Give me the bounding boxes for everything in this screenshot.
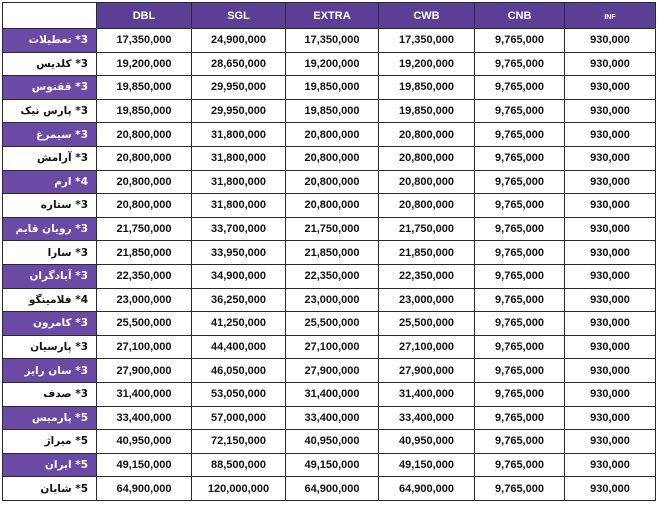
hotel-name-cell: 3* ستاره xyxy=(3,194,97,218)
price-cell-dbl: 31,400,000 xyxy=(97,382,192,406)
price-cell-sgl: 57,000,000 xyxy=(192,406,286,430)
price-cell-dbl: 33,400,000 xyxy=(97,406,192,430)
price-cell-extra: 19,200,000 xyxy=(286,52,379,76)
price-cell-cwb: 17,350,000 xyxy=(379,29,475,53)
price-cell-cnb: 9,765,000 xyxy=(475,217,565,241)
price-cell-extra: 64,900,000 xyxy=(286,477,379,501)
price-cell-inf: 930,000 xyxy=(565,123,656,147)
price-cell-dbl: 21,750,000 xyxy=(97,217,192,241)
hotel-name-cell: 3* کلدیس xyxy=(3,52,97,76)
table-row xyxy=(3,335,656,359)
price-cell-dbl: 49,150,000 xyxy=(97,453,192,477)
price-cell-cwb: 64,900,000 xyxy=(379,477,475,501)
table-row xyxy=(3,382,656,406)
table-row xyxy=(3,194,656,218)
price-cell-cwb: 20,800,000 xyxy=(379,123,475,147)
price-cell-dbl: 40,950,000 xyxy=(97,430,192,454)
price-cell-dbl: 20,800,000 xyxy=(97,123,192,147)
price-cell-extra: 19,850,000 xyxy=(286,99,379,123)
table-row xyxy=(3,76,656,100)
price-cell-cwb: 20,800,000 xyxy=(379,146,475,170)
price-cell-cwb: 23,000,000 xyxy=(379,288,475,312)
price-cell-cnb: 9,765,000 xyxy=(475,359,565,383)
price-cell-cwb: 21,850,000 xyxy=(379,241,475,265)
header-dbl: DBL xyxy=(97,3,192,29)
price-cell-sgl: 88,500,000 xyxy=(192,453,286,477)
hotel-name-cell: 5* پارمیس xyxy=(3,406,97,430)
price-cell-inf: 930,000 xyxy=(565,52,656,76)
price-cell-cnb: 9,765,000 xyxy=(475,29,565,53)
hotel-name-cell: 3* ققنوس xyxy=(3,76,97,100)
price-cell-inf: 930,000 xyxy=(565,76,656,100)
price-cell-cwb: 20,800,000 xyxy=(379,170,475,194)
hotel-name-cell: 3* پارس نیک xyxy=(3,99,97,123)
hotel-name-cell: 4* فلامینگو xyxy=(3,288,97,312)
price-cell-dbl: 19,850,000 xyxy=(97,99,192,123)
price-cell-extra: 20,800,000 xyxy=(286,146,379,170)
price-cell-sgl: 33,950,000 xyxy=(192,241,286,265)
price-cell-sgl: 29,950,000 xyxy=(192,76,286,100)
header-extra: EXTRA xyxy=(286,3,379,29)
price-cell-cwb: 19,850,000 xyxy=(379,76,475,100)
price-cell-dbl: 64,900,000 xyxy=(97,477,192,501)
price-cell-cnb: 9,765,000 xyxy=(475,76,565,100)
price-cell-extra: 21,750,000 xyxy=(286,217,379,241)
price-cell-cnb: 9,765,000 xyxy=(475,288,565,312)
price-table-wrapper xyxy=(2,2,656,501)
price-cell-inf: 930,000 xyxy=(565,217,656,241)
price-cell-cnb: 9,765,000 xyxy=(475,382,565,406)
header-inf: INF xyxy=(565,3,656,29)
price-cell-sgl: 46,050,000 xyxy=(192,359,286,383)
table-row xyxy=(3,359,656,383)
price-cell-inf: 930,000 xyxy=(565,29,656,53)
price-cell-extra: 20,800,000 xyxy=(286,170,379,194)
price-cell-inf: 930,000 xyxy=(565,194,656,218)
price-cell-dbl: 27,900,000 xyxy=(97,359,192,383)
table-row xyxy=(3,288,656,312)
hotel-name-cell: 3* سیمرغ xyxy=(3,123,97,147)
table-row xyxy=(3,52,656,76)
price-cell-dbl: 20,800,000 xyxy=(97,170,192,194)
price-cell-extra: 17,350,000 xyxy=(286,29,379,53)
header-row xyxy=(3,3,656,29)
price-cell-sgl: 72,150,000 xyxy=(192,430,286,454)
hotel-name-cell: 3* صدف xyxy=(3,382,97,406)
price-cell-cnb: 9,765,000 xyxy=(475,477,565,501)
hotel-price-table xyxy=(2,2,656,501)
price-cell-sgl: 31,800,000 xyxy=(192,194,286,218)
price-cell-sgl: 31,800,000 xyxy=(192,146,286,170)
header-cnb: CNB xyxy=(475,3,565,29)
hotel-name-cell: 4* ارم xyxy=(3,170,97,194)
table-row xyxy=(3,170,656,194)
table-row xyxy=(3,241,656,265)
price-cell-sgl: 36,250,000 xyxy=(192,288,286,312)
price-cell-dbl: 19,200,000 xyxy=(97,52,192,76)
price-cell-cwb: 20,800,000 xyxy=(379,194,475,218)
table-row xyxy=(3,264,656,288)
price-cell-extra: 22,350,000 xyxy=(286,264,379,288)
price-cell-inf: 930,000 xyxy=(565,335,656,359)
price-cell-cwb: 22,350,000 xyxy=(379,264,475,288)
price-cell-dbl: 21,850,000 xyxy=(97,241,192,265)
price-cell-cnb: 9,765,000 xyxy=(475,312,565,336)
table-row xyxy=(3,477,656,501)
price-cell-dbl: 19,850,000 xyxy=(97,76,192,100)
price-cell-sgl: 24,900,000 xyxy=(192,29,286,53)
price-cell-cnb: 9,765,000 xyxy=(475,264,565,288)
table-row xyxy=(3,430,656,454)
price-cell-dbl: 25,500,000 xyxy=(97,312,192,336)
price-cell-inf: 930,000 xyxy=(565,170,656,194)
price-cell-cwb: 25,500,000 xyxy=(379,312,475,336)
price-cell-inf: 930,000 xyxy=(565,241,656,265)
price-cell-cnb: 9,765,000 xyxy=(475,406,565,430)
header-cwb: CWB xyxy=(379,3,475,29)
price-cell-dbl: 17,350,000 xyxy=(97,29,192,53)
table-row xyxy=(3,453,656,477)
price-cell-sgl: 29,950,000 xyxy=(192,99,286,123)
price-cell-cwb: 40,950,000 xyxy=(379,430,475,454)
price-cell-inf: 930,000 xyxy=(565,359,656,383)
price-cell-extra: 25,500,000 xyxy=(286,312,379,336)
price-cell-cnb: 9,765,000 xyxy=(475,52,565,76)
price-cell-cnb: 9,765,000 xyxy=(475,453,565,477)
hotel-name-cell: 3* پارسیان xyxy=(3,335,97,359)
price-cell-dbl: 20,800,000 xyxy=(97,194,192,218)
table-row xyxy=(3,312,656,336)
price-cell-inf: 930,000 xyxy=(565,264,656,288)
price-cell-cwb: 19,200,000 xyxy=(379,52,475,76)
header-sgl: SGL xyxy=(192,3,286,29)
hotel-name-cell: 5* ایران xyxy=(3,453,97,477)
hotel-name-cell: 5* میراژ xyxy=(3,430,97,454)
table-row xyxy=(3,123,656,147)
price-cell-inf: 930,000 xyxy=(565,99,656,123)
price-cell-extra: 31,400,000 xyxy=(286,382,379,406)
price-cell-cnb: 9,765,000 xyxy=(475,99,565,123)
price-cell-cnb: 9,765,000 xyxy=(475,335,565,359)
price-cell-dbl: 20,800,000 xyxy=(97,146,192,170)
price-cell-cwb: 27,100,000 xyxy=(379,335,475,359)
price-cell-extra: 20,800,000 xyxy=(286,123,379,147)
price-cell-cnb: 9,765,000 xyxy=(475,123,565,147)
price-cell-sgl: 31,800,000 xyxy=(192,170,286,194)
price-cell-sgl: 53,050,000 xyxy=(192,382,286,406)
price-cell-cnb: 9,765,000 xyxy=(475,170,565,194)
header-hotel xyxy=(3,3,97,29)
hotel-name-cell: 3* آبادگران xyxy=(3,264,97,288)
hotel-name-cell: 3* رویان قایم xyxy=(3,217,97,241)
price-cell-cwb: 49,150,000 xyxy=(379,453,475,477)
price-cell-cwb: 27,900,000 xyxy=(379,359,475,383)
hotel-name-cell: 3* سان رایز xyxy=(3,359,97,383)
hotel-name-cell: 3* کامرون xyxy=(3,312,97,336)
price-cell-cwb: 19,850,000 xyxy=(379,99,475,123)
price-cell-sgl: 33,700,000 xyxy=(192,217,286,241)
table-row xyxy=(3,29,656,53)
price-cell-inf: 930,000 xyxy=(565,430,656,454)
price-cell-sgl: 34,900,000 xyxy=(192,264,286,288)
price-cell-sgl: 41,250,000 xyxy=(192,312,286,336)
price-cell-extra: 27,900,000 xyxy=(286,359,379,383)
price-cell-dbl: 23,000,000 xyxy=(97,288,192,312)
price-cell-cnb: 9,765,000 xyxy=(475,241,565,265)
table-row xyxy=(3,99,656,123)
price-cell-sgl: 31,800,000 xyxy=(192,123,286,147)
price-cell-cwb: 31,400,000 xyxy=(379,382,475,406)
price-cell-inf: 930,000 xyxy=(565,406,656,430)
table-row xyxy=(3,406,656,430)
price-cell-extra: 33,400,000 xyxy=(286,406,379,430)
hotel-name-cell: 3* آرامش xyxy=(3,146,97,170)
price-cell-extra: 21,850,000 xyxy=(286,241,379,265)
price-cell-cnb: 9,765,000 xyxy=(475,146,565,170)
price-cell-cnb: 9,765,000 xyxy=(475,194,565,218)
price-cell-sgl: 28,650,000 xyxy=(192,52,286,76)
price-cell-inf: 930,000 xyxy=(565,382,656,406)
price-cell-cwb: 21,750,000 xyxy=(379,217,475,241)
price-cell-dbl: 27,100,000 xyxy=(97,335,192,359)
price-cell-sgl: 120,000,000 xyxy=(192,477,286,501)
price-cell-sgl: 44,400,000 xyxy=(192,335,286,359)
price-cell-extra: 40,950,000 xyxy=(286,430,379,454)
price-cell-inf: 930,000 xyxy=(565,288,656,312)
hotel-name-cell: 3* تعطیلات xyxy=(3,29,97,53)
price-cell-inf: 930,000 xyxy=(565,453,656,477)
price-cell-extra: 27,100,000 xyxy=(286,335,379,359)
price-cell-inf: 930,000 xyxy=(565,312,656,336)
price-cell-cnb: 9,765,000 xyxy=(475,430,565,454)
price-cell-cwb: 33,400,000 xyxy=(379,406,475,430)
table-row xyxy=(3,146,656,170)
hotel-name-cell: 3* سارا xyxy=(3,241,97,265)
price-cell-extra: 23,000,000 xyxy=(286,288,379,312)
hotel-name-cell: 5* شایان xyxy=(3,477,97,501)
price-cell-dbl: 22,350,000 xyxy=(97,264,192,288)
price-cell-extra: 19,850,000 xyxy=(286,76,379,100)
table-row xyxy=(3,217,656,241)
price-cell-inf: 930,000 xyxy=(565,477,656,501)
price-cell-extra: 49,150,000 xyxy=(286,453,379,477)
price-cell-extra: 20,800,000 xyxy=(286,194,379,218)
price-cell-inf: 930,000 xyxy=(565,146,656,170)
